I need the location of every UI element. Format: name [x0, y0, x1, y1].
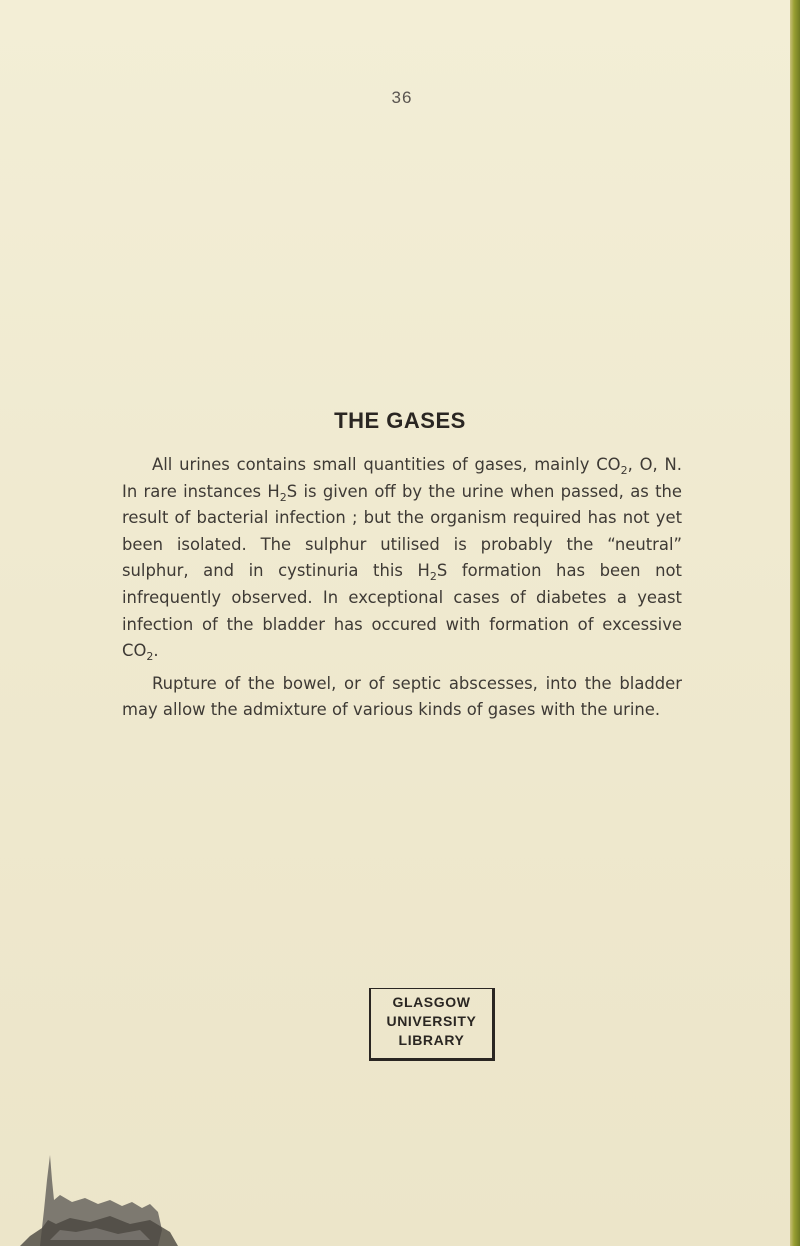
subscript: 2: [429, 570, 437, 584]
subscript: 2: [620, 464, 628, 477]
subscript: 2: [279, 490, 287, 504]
library-stamp: [369, 988, 495, 1061]
ink-blot-mark: [0, 1140, 190, 1246]
paragraph: All urines contains small quantities of gases, mainly $CO_2$, O, N. In rare instances $H_2S$ is given off by the urine when passed, as the result of bacterial infection ; but the organism required has not yet been isolated. The sulphur utilised is probably the “neutral” sulphur, and in cystinuria this $H_2S$ formation has been not infrequently observed. In exceptional cases of diabetes a yeast infection of the bladder has occured with formation of excessive $CO_2$.: [122, 455, 682, 664]
subscript: 2: [146, 650, 154, 664]
body-text: [122, 452, 682, 724]
stamp-line: GLASGOW: [392, 994, 471, 1010]
stamp-line: UNIVERSITY: [386, 1013, 477, 1029]
page-edge: [790, 0, 800, 1246]
paragraph: Rupture of the bowel, or of septic abscesses, into the bladder may allow the admixture of various kinds of gases with the urine.: [122, 673, 682, 720]
section-heading: THE GASES: [334, 408, 466, 433]
page-number: 36: [391, 88, 413, 107]
stamp-line: LIBRARY: [398, 1032, 465, 1048]
